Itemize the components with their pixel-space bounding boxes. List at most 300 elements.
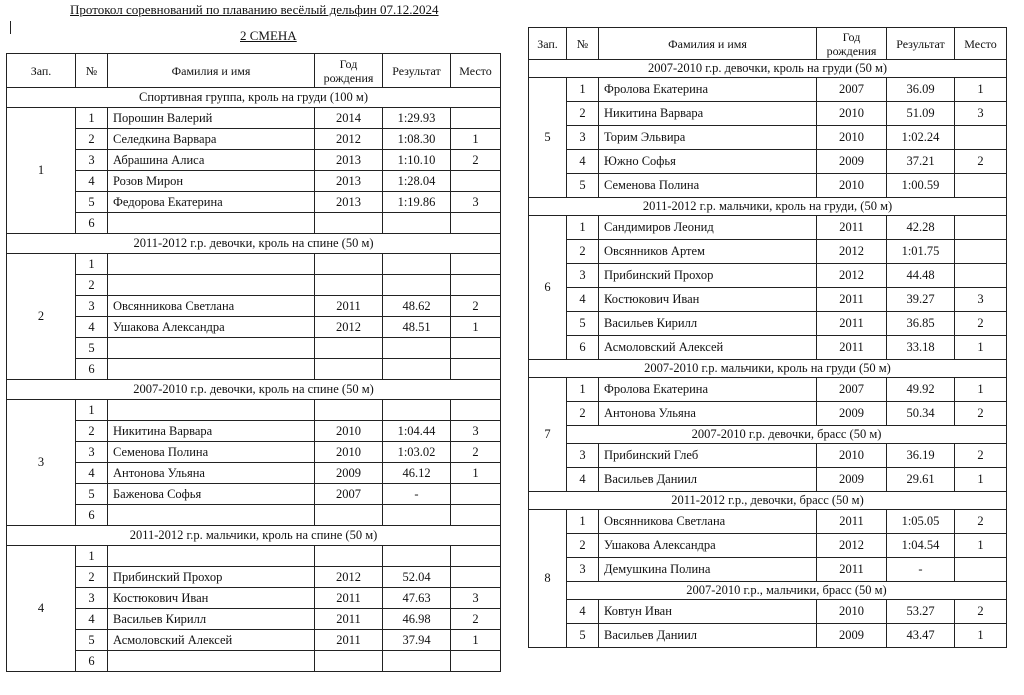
place: 1 — [451, 317, 501, 338]
result-time: 36.85 — [887, 312, 955, 336]
header-row — [529, 28, 1007, 60]
protocol-title: Протокол соревнований по плаванию весёлый дельфин 07.12.2024 — [70, 2, 439, 17]
table-row — [529, 336, 1007, 360]
place: 1 — [955, 78, 1007, 102]
result-time — [383, 546, 451, 567]
table-row — [529, 288, 1007, 312]
table-row — [529, 534, 1007, 558]
shift-label: 2 СМЕНА — [240, 28, 297, 43]
place: 1 — [451, 630, 501, 651]
section-title: 2011-2012 г.р. мальчики, кроль на груди, (50 м) — [529, 198, 1007, 216]
result-time: 46.12 — [383, 463, 451, 484]
section-row — [529, 360, 1007, 378]
place: 2 — [955, 312, 1007, 336]
table-row — [7, 150, 501, 171]
place — [451, 213, 501, 234]
birth-year: 2011 — [315, 588, 383, 609]
lane-number: 5 — [567, 624, 599, 648]
table-row — [7, 400, 501, 421]
birth-year: 2011 — [817, 336, 887, 360]
result-time: 1:19.86 — [383, 192, 451, 213]
lane-number: 3 — [567, 558, 599, 582]
lane-number: 1 — [567, 78, 599, 102]
birth-year: 2010 — [817, 174, 887, 198]
table-row — [529, 174, 1007, 198]
section-row — [7, 526, 501, 546]
result-time: 1:00.59 — [887, 174, 955, 198]
place: 2 — [451, 442, 501, 463]
place: 2 — [451, 296, 501, 317]
birth-year: 2009 — [315, 463, 383, 484]
lane-number: 2 — [76, 567, 108, 588]
birth-year: 2009 — [817, 150, 887, 174]
lane-number: 6 — [567, 336, 599, 360]
athlete-name: Прибинский Прохор — [108, 567, 315, 588]
zap-cell: 4 — [7, 546, 76, 672]
result-time: 37.21 — [887, 150, 955, 174]
place — [451, 254, 501, 275]
athlete-name — [108, 338, 315, 359]
subsection-row — [529, 426, 1007, 444]
lane-number: 3 — [567, 444, 599, 468]
place: 3 — [451, 421, 501, 442]
result-time — [383, 338, 451, 359]
place: 1 — [955, 534, 1007, 558]
athlete-name: Прибинский Прохор — [599, 264, 817, 288]
athlete-name: Семенова Полина — [108, 442, 315, 463]
result-time: 39.27 — [887, 288, 955, 312]
subsection-row — [529, 582, 1007, 600]
birth-year: 2010 — [817, 126, 887, 150]
place: 2 — [955, 600, 1007, 624]
lane-number: 4 — [76, 463, 108, 484]
table-row — [7, 651, 501, 672]
result-time: 44.48 — [887, 264, 955, 288]
athlete-name: Южно Софья — [599, 150, 817, 174]
place — [955, 216, 1007, 240]
zap-cell: 2 — [7, 254, 76, 380]
section-title: 2011-2012 г.р., девочки, брасс (50 м) — [529, 492, 1007, 510]
athlete-name: Баженова Софья — [108, 484, 315, 505]
table-row — [529, 558, 1007, 582]
col-place-header: Место — [955, 28, 1007, 60]
col-result-header: Результат — [887, 28, 955, 60]
athlete-name: Ушакова Александра — [108, 317, 315, 338]
athlete-name: Демушкина Полина — [599, 558, 817, 582]
table-row — [7, 546, 501, 567]
birth-year — [315, 546, 383, 567]
col-place-header: Место — [451, 54, 501, 88]
table-row — [529, 216, 1007, 240]
section-title: 2007-2010 г.р. мальчики, кроль на груди (50 м) — [529, 360, 1007, 378]
result-time: 47.63 — [383, 588, 451, 609]
zap-cell: 3 — [7, 400, 76, 526]
place — [451, 275, 501, 296]
birth-year — [315, 651, 383, 672]
result-time: 1:08.30 — [383, 129, 451, 150]
table-row — [529, 312, 1007, 336]
col-year-header: Год рождения — [817, 28, 887, 60]
lane-number: 3 — [76, 588, 108, 609]
place — [955, 558, 1007, 582]
birth-year: 2012 — [817, 534, 887, 558]
table-row — [529, 468, 1007, 492]
lane-number: 4 — [567, 288, 599, 312]
place — [451, 171, 501, 192]
birth-year: 2010 — [817, 102, 887, 126]
table-row — [529, 624, 1007, 648]
result-time: 36.19 — [887, 444, 955, 468]
birth-year: 2012 — [817, 240, 887, 264]
athlete-name: Васильев Даниил — [599, 468, 817, 492]
lane-number: 1 — [567, 510, 599, 534]
birth-year: 2007 — [817, 378, 887, 402]
section-title: 2011-2012 г.р. девочки, кроль на спине (50 м) — [7, 234, 501, 254]
subsection-title: 2007-2010 г.р. девочки, брасс (50 м) — [567, 426, 1007, 444]
birth-year: 2012 — [315, 567, 383, 588]
birth-year: 2010 — [315, 442, 383, 463]
lane-number: 2 — [567, 240, 599, 264]
lane-number: 2 — [76, 421, 108, 442]
birth-year — [315, 275, 383, 296]
table-row — [529, 510, 1007, 534]
athlete-name: Сандимиров Леонид — [599, 216, 817, 240]
result-time: 51.09 — [887, 102, 955, 126]
birth-year — [315, 505, 383, 526]
place — [451, 359, 501, 380]
athlete-name: Васильев Даниил — [599, 624, 817, 648]
place: 3 — [451, 588, 501, 609]
athlete-name: Селедкина Варвара — [108, 129, 315, 150]
athlete-name: Костюкович Иван — [599, 288, 817, 312]
lane-number: 4 — [76, 171, 108, 192]
birth-year — [315, 359, 383, 380]
place: 1 — [955, 336, 1007, 360]
birth-year: 2011 — [315, 609, 383, 630]
col-name-header: Фамилия и имя — [108, 54, 315, 88]
place: 1 — [451, 129, 501, 150]
place: 2 — [955, 444, 1007, 468]
athlete-name: Антонова Ульяна — [599, 402, 817, 426]
table-row — [7, 442, 501, 463]
birth-year: 2009 — [817, 624, 887, 648]
birth-year: 2011 — [817, 312, 887, 336]
lane-number: 5 — [567, 312, 599, 336]
table-row — [529, 402, 1007, 426]
birth-year: 2010 — [817, 600, 887, 624]
athlete-name: Васильев Кирилл — [108, 609, 315, 630]
place — [451, 338, 501, 359]
zap-cell: 7 — [529, 378, 567, 492]
table-row — [7, 213, 501, 234]
athlete-name: Асмоловский Алексей — [108, 630, 315, 651]
result-time: 1:01.75 — [887, 240, 955, 264]
result-time — [383, 505, 451, 526]
athlete-name: Овсянников Артем — [599, 240, 817, 264]
table-row — [7, 171, 501, 192]
table-row — [7, 359, 501, 380]
table-row — [7, 505, 501, 526]
lane-number: 1 — [76, 108, 108, 129]
result-time: 1:04.44 — [383, 421, 451, 442]
place — [451, 567, 501, 588]
birth-year: 2014 — [315, 108, 383, 129]
athlete-name: Никитина Варвара — [599, 102, 817, 126]
section-title: 2011-2012 г.р. мальчики, кроль на спине (50 м) — [7, 526, 501, 546]
place — [451, 400, 501, 421]
table-row — [529, 150, 1007, 174]
zap-cell: 8 — [529, 510, 567, 648]
lane-number: 1 — [76, 546, 108, 567]
lane-number: 2 — [567, 402, 599, 426]
table-row — [7, 630, 501, 651]
table-row — [529, 600, 1007, 624]
lane-number: 5 — [76, 192, 108, 213]
lane-number: 4 — [567, 150, 599, 174]
birth-year: 2010 — [817, 444, 887, 468]
result-time: 50.34 — [887, 402, 955, 426]
birth-year: 2011 — [817, 510, 887, 534]
zap-cell: 5 — [529, 78, 567, 198]
lane-number: 6 — [76, 651, 108, 672]
athlete-name — [108, 254, 315, 275]
lane-number: 1 — [567, 216, 599, 240]
lane-number: 2 — [76, 275, 108, 296]
col-zap-header: Зап. — [7, 54, 76, 88]
result-time: 42.28 — [887, 216, 955, 240]
athlete-name — [108, 546, 315, 567]
athlete-name — [108, 213, 315, 234]
section-title: 2007-2010 г.р. девочки, кроль на спине (50 м) — [7, 380, 501, 400]
col-zap-header: Зап. — [529, 28, 567, 60]
result-time: 43.47 — [887, 624, 955, 648]
section-row — [7, 234, 501, 254]
birth-year: 2009 — [817, 402, 887, 426]
place — [955, 240, 1007, 264]
result-time: 48.62 — [383, 296, 451, 317]
table-row — [7, 317, 501, 338]
table-row — [7, 108, 501, 129]
place: 2 — [955, 150, 1007, 174]
table-row — [529, 126, 1007, 150]
table-row — [7, 129, 501, 150]
result-time: - — [887, 558, 955, 582]
section-row — [529, 198, 1007, 216]
athlete-name: Никитина Варвара — [108, 421, 315, 442]
table-row — [7, 588, 501, 609]
place — [451, 505, 501, 526]
result-time — [383, 275, 451, 296]
result-time: - — [383, 484, 451, 505]
birth-year: 2011 — [817, 558, 887, 582]
athlete-name: Семенова Полина — [599, 174, 817, 198]
table-row — [7, 275, 501, 296]
result-time: 49.92 — [887, 378, 955, 402]
lane-number: 5 — [76, 484, 108, 505]
result-time — [383, 213, 451, 234]
athlete-name: Прибинский Глеб — [599, 444, 817, 468]
table-row — [7, 463, 501, 484]
zap-cell: 1 — [7, 108, 76, 234]
place: 2 — [955, 402, 1007, 426]
birth-year: 2011 — [817, 216, 887, 240]
lane-number: 3 — [567, 264, 599, 288]
athlete-name: Ушакова Александра — [599, 534, 817, 558]
section-row — [529, 492, 1007, 510]
birth-year: 2007 — [315, 484, 383, 505]
table-row — [529, 78, 1007, 102]
table-row — [529, 444, 1007, 468]
lane-number: 1 — [76, 254, 108, 275]
athlete-name — [108, 505, 315, 526]
lane-number: 4 — [76, 609, 108, 630]
lane-number: 3 — [567, 126, 599, 150]
place: 2 — [955, 510, 1007, 534]
place: 3 — [451, 192, 501, 213]
result-time — [383, 651, 451, 672]
place: 1 — [955, 624, 1007, 648]
col-name-header: Фамилия и имя — [599, 28, 817, 60]
place: 2 — [451, 609, 501, 630]
result-time: 33.18 — [887, 336, 955, 360]
place: 1 — [955, 378, 1007, 402]
table-row — [7, 254, 501, 275]
table-row — [529, 378, 1007, 402]
result-time: 1:29.93 — [383, 108, 451, 129]
place — [955, 126, 1007, 150]
place: 3 — [955, 102, 1007, 126]
col-num-header: № — [567, 28, 599, 60]
lane-number: 4 — [567, 600, 599, 624]
result-time: 36.09 — [887, 78, 955, 102]
birth-year: 2009 — [817, 468, 887, 492]
result-time — [383, 400, 451, 421]
table-row — [529, 264, 1007, 288]
place: 1 — [955, 468, 1007, 492]
birth-year — [315, 338, 383, 359]
birth-year — [315, 213, 383, 234]
birth-year: 2010 — [315, 421, 383, 442]
result-time — [383, 254, 451, 275]
birth-year: 2012 — [817, 264, 887, 288]
col-year-header: Год рождения — [315, 54, 383, 88]
lane-number: 6 — [76, 505, 108, 526]
lane-number: 5 — [567, 174, 599, 198]
place — [451, 484, 501, 505]
place — [955, 174, 1007, 198]
athlete-name — [108, 400, 315, 421]
athlete-name: Асмоловский Алексей — [599, 336, 817, 360]
table-row — [7, 609, 501, 630]
result-time: 1:28.04 — [383, 171, 451, 192]
lane-number: 6 — [76, 359, 108, 380]
col-result-header: Результат — [383, 54, 451, 88]
result-time: 46.98 — [383, 609, 451, 630]
athlete-name: Торим Эльвира — [599, 126, 817, 150]
athlete-name: Васильев Кирилл — [599, 312, 817, 336]
table-row — [7, 338, 501, 359]
result-time: 1:02.24 — [887, 126, 955, 150]
lane-number: 1 — [76, 400, 108, 421]
lane-number: 3 — [76, 150, 108, 171]
athlete-name: Фролова Екатерина — [599, 78, 817, 102]
birth-year: 2011 — [315, 296, 383, 317]
table-row — [7, 484, 501, 505]
athlete-name — [108, 651, 315, 672]
section-title: 2007-2010 г.р. девочки, кроль на груди (50 м) — [529, 60, 1007, 78]
place — [451, 108, 501, 129]
result-time: 29.61 — [887, 468, 955, 492]
lane-number: 1 — [567, 378, 599, 402]
lane-number: 2 — [76, 129, 108, 150]
lane-number: 2 — [567, 102, 599, 126]
table-row — [529, 240, 1007, 264]
result-time: 1:03.02 — [383, 442, 451, 463]
table-row — [7, 192, 501, 213]
result-time: 52.04 — [383, 567, 451, 588]
birth-year — [315, 254, 383, 275]
place — [955, 264, 1007, 288]
section-row — [7, 380, 501, 400]
table-row — [7, 567, 501, 588]
birth-year: 2013 — [315, 171, 383, 192]
athlete-name: Федорова Екатерина — [108, 192, 315, 213]
athlete-name: Ковтун Иван — [599, 600, 817, 624]
athlete-name: Костюкович Иван — [108, 588, 315, 609]
header-row — [7, 54, 501, 88]
results-table-right — [528, 27, 1007, 648]
section-row — [529, 60, 1007, 78]
lane-number: 2 — [567, 534, 599, 558]
table-row — [529, 102, 1007, 126]
place — [451, 546, 501, 567]
athlete-name: Порошин Валерий — [108, 108, 315, 129]
birth-year: 2007 — [817, 78, 887, 102]
place: 1 — [451, 463, 501, 484]
result-time — [383, 359, 451, 380]
place — [451, 651, 501, 672]
athlete-name: Фролова Екатерина — [599, 378, 817, 402]
table-row — [7, 421, 501, 442]
birth-year: 2011 — [315, 630, 383, 651]
lane-number: 4 — [567, 468, 599, 492]
birth-year: 2013 — [315, 150, 383, 171]
place: 2 — [451, 150, 501, 171]
result-time: 53.27 — [887, 600, 955, 624]
result-time: 48.51 — [383, 317, 451, 338]
result-time: 1:10.10 — [383, 150, 451, 171]
athlete-name: Овсянникова Светлана — [108, 296, 315, 317]
zap-cell: 6 — [529, 216, 567, 360]
athlete-name: Антонова Ульяна — [108, 463, 315, 484]
section-row — [7, 88, 501, 108]
table-row — [7, 296, 501, 317]
place: 3 — [955, 288, 1007, 312]
result-time: 37.94 — [383, 630, 451, 651]
athlete-name — [108, 275, 315, 296]
birth-year: 2012 — [315, 317, 383, 338]
athlete-name — [108, 359, 315, 380]
section-title: Спортивная группа, кроль на груди (100 м) — [7, 88, 501, 108]
athlete-name: Абрашина Алиса — [108, 150, 315, 171]
lane-number: 5 — [76, 338, 108, 359]
lane-number: 3 — [76, 296, 108, 317]
result-time: 1:05.05 — [887, 510, 955, 534]
result-time: 1:04.54 — [887, 534, 955, 558]
lane-number: 4 — [76, 317, 108, 338]
lane-number: 5 — [76, 630, 108, 651]
subsection-title: 2007-2010 г.р., мальчики, брасс (50 м) — [567, 582, 1007, 600]
